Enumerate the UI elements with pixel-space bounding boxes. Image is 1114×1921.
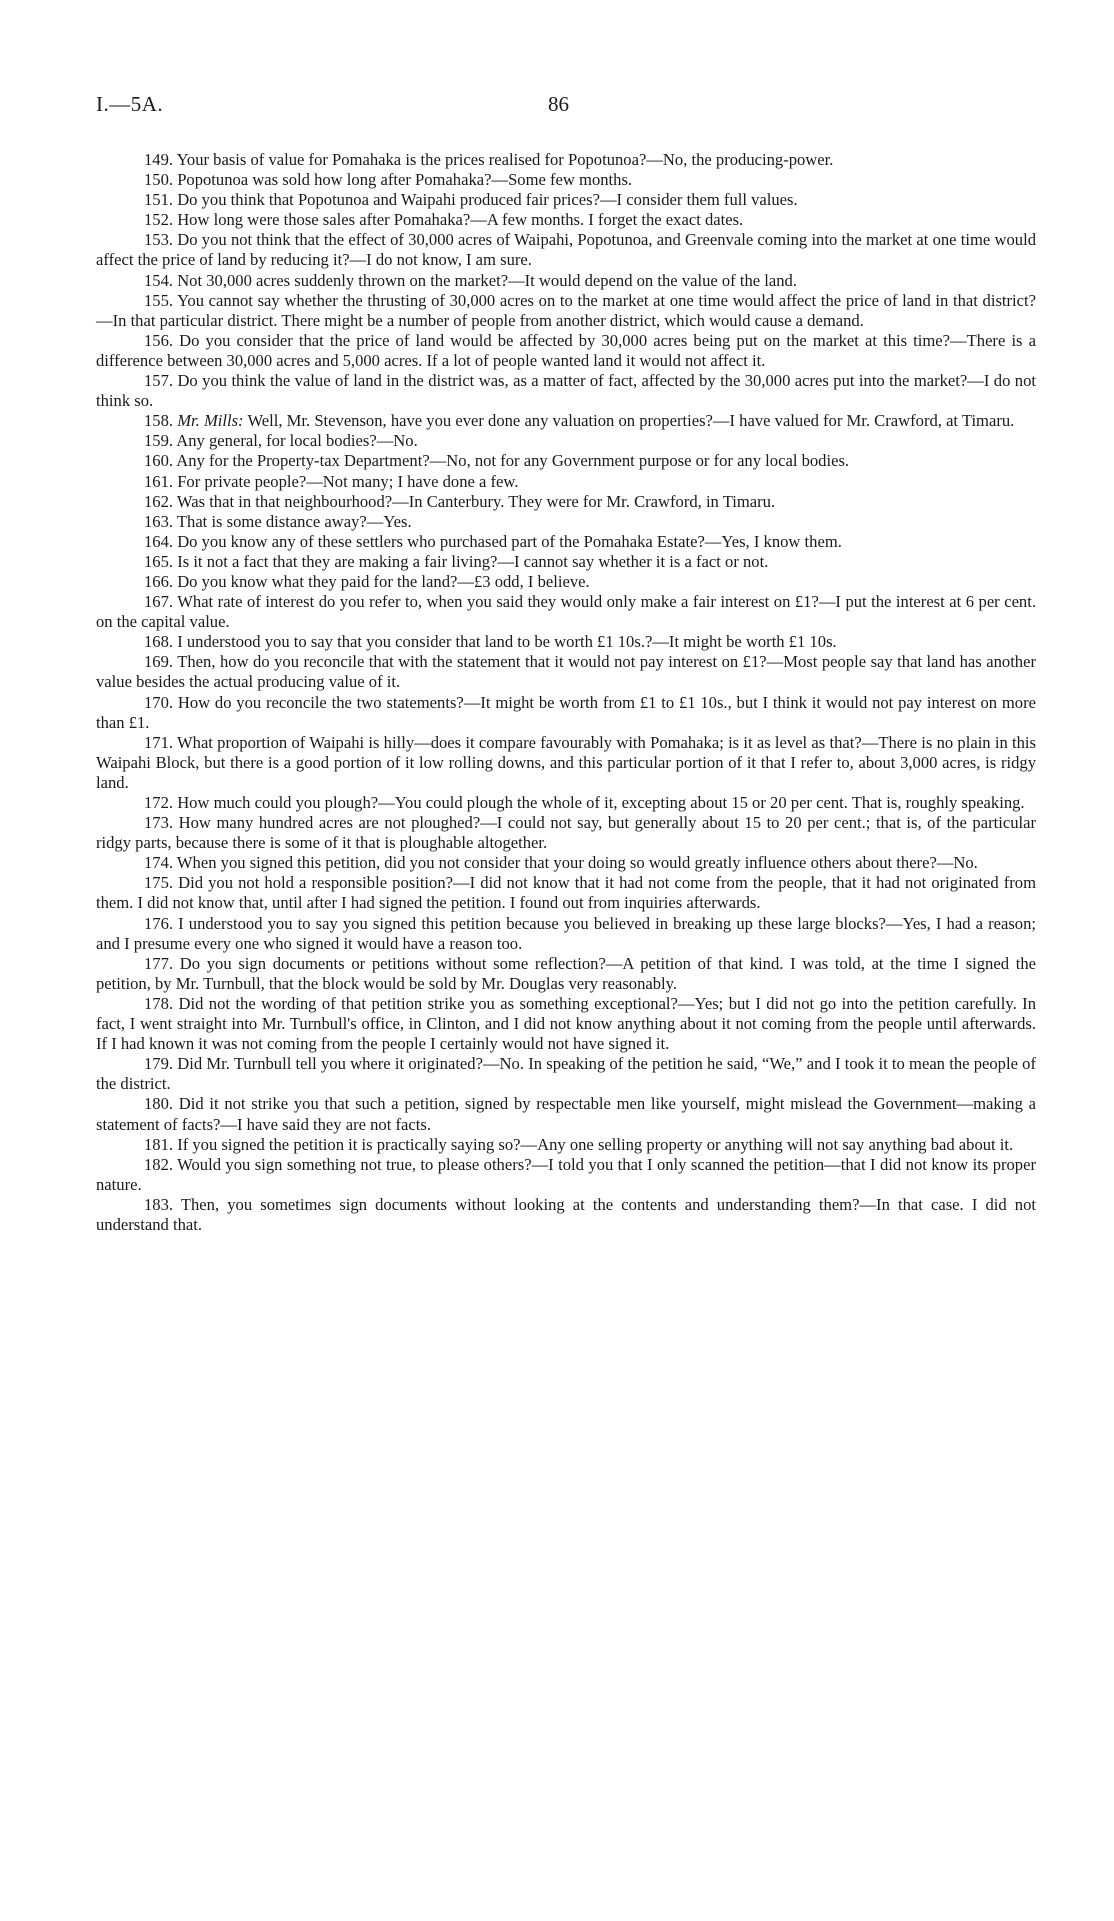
question-181: 181. If you signed the petition it is practically saying so?—Any one selling property or anything will not say anything bad about it.: [144, 1134, 1014, 1154]
question-174: 174. When you signed this petition, did you not consider that your doing so would greatly influence others about there?—No.: [144, 853, 978, 873]
running-head: I.—5A.: [96, 92, 164, 116]
question-152: 152. How long were those sales after Pomahaka?—A few months. I forget the exact dates.: [144, 210, 744, 230]
question-149: 149. Your basis of value for Pomahaka is the prices realised for Popotunoa?—No, the producing-power.: [144, 150, 834, 169]
question-150: 150. Popotunoa was sold how long after Pomahaka?—Some few months.: [144, 170, 633, 190]
question-164: 164. Do you know any of these settlers who purchased part of the Pomahaka Estate?—Yes, I know them.: [144, 531, 842, 551]
question-178: 178. Did not the wording of that petition strike you as something exceptional?—Yes; but I did not go into the petition carefully. In fact, I went straight into Mr. Turnbull's office, in Clinton, and I did not know anything about it not coming from the people until afterwards. If I had known it was not coming from the people I certainly would not have signed it.: [96, 993, 1036, 1054]
question-172: 172. How much could you plough?—You could plough the whole of it, excepting about 15 or 20 per cent. That is, roughly speaking.: [144, 793, 1025, 812]
question-161: 161. For private people?—Not many; I have done a few.: [144, 471, 519, 491]
question-168: 168. I understood you to say that you consider that land to be worth £1 10s.?—It might be worth £1 10s.: [144, 632, 837, 652]
question-160: 160. Any for the Property-tax Department?—No, not for any Government purpose or for any local bodies.: [144, 451, 850, 471]
page-number: 86: [548, 92, 569, 116]
question-180: 180. Did it not strike you that such a petition, signed by respectable men like yourself, might mislead the Government—making a statement of facts?—I have said they are not facts.: [96, 1094, 1036, 1134]
question-156: 156. Do you consider that the price of land would be affected by 30,000 acres being put on the market at this time?—There is a difference between 30,000 acres and 5,000 acres. If a lot of people wanted land it would not affect it.: [96, 330, 1036, 370]
question-159: 159. Any general, for local bodies?—No.: [144, 431, 418, 451]
speaker-name: Mr. Mills:: [177, 411, 244, 431]
question-163: 163. That is some distance away?—Yes.: [144, 511, 412, 531]
question-179: 179. Did Mr. Turnbull tell you where it originated?—No. In speaking of the petition he said, “We,” and I took it to mean the people of the district.: [96, 1054, 1036, 1094]
question-170: 170. How do you reconcile the two statements?—It might be worth from £1 to £1 10s., but I think it would not pay interest on more than £1.: [96, 692, 1036, 732]
question-167: 167. What rate of interest do you refer to, when you said they would only make a fair interest on £1?—I put the interest at 6 per cent. on the capital value.: [96, 592, 1036, 632]
question-169: 169. Then, how do you reconcile that with the statement that it would not pay interest on £1?—Most people say that land has another value besides the actual producing value of it.: [96, 652, 1036, 692]
question-153: 153. Do you not think that the effect of 30,000 acres of Waipahi, Popotunoa, and Greenvale coming into the market at one time would affect the price of land by reducing it?—I do not know, I am sure.: [96, 230, 1036, 270]
question-183: 183. Then, you sometimes sign documents without looking at the contents and understanding them?—In that case. I did not understand that.: [96, 1194, 1036, 1234]
question-number: 158.: [144, 411, 174, 431]
evidence-transcript: [96, 150, 1036, 1235]
question-166: 166. Do you know what they paid for the land?—£3 odd, I believe.: [144, 571, 590, 591]
question-154: 154. Not 30,000 acres suddenly thrown on the market?—It would depend on the value of the land.: [144, 270, 797, 290]
question-171: 171. What proportion of Waipahi is hilly—does it compare favourably with Pomahaka; is it as level as that?—There is no plain in this Waipahi Block, but there is a good portion of it low rolling downs, and this particular portion of it that I refer to, about 3,000 acres, is ridgy land.: [96, 732, 1036, 792]
question-177: 177. Do you sign documents or petitions without some reflection?—A petition of that kind. I was told, at the time I signed the petition, by Mr. Turnbull, that the block would be sold by Mr. Douglas very reasonably.: [96, 953, 1036, 993]
question-176: 176. I understood you to say you signed this petition because you believed in breaking up these large blocks?—Yes, I had a reason; and I presume every one who signed it would have a reason too.: [96, 913, 1036, 953]
question-162: 162. Was that in that neighbourhood?—In Canterbury. They were for Mr. Crawford, in Timaru.: [144, 491, 776, 511]
question-157: 157. Do you think the value of land in the district was, as a matter of fact, affected by the 30,000 acres put into the market?—I do not think so.: [96, 371, 1036, 411]
question-158: [96, 411, 1036, 431]
question-165: 165. Is it not a fact that they are making a fair living?—I cannot say whether it is a fact or not.: [144, 551, 769, 571]
question-175: 175. Did you not hold a responsible position?—I did not know that it had not come from the people, that it had not originated from them. I did not know that, until after I had signed the petition. I found out from inquiries afterwards.: [96, 873, 1036, 913]
question-151: 151. Do you think that Popotunoa and Waipahi produced fair prices?—I consider them full values.: [144, 190, 798, 210]
question-155: 155. You cannot say whether the thrusting of 30,000 acres on to the market at one time would affect the price of land in that district?—In that particular district. There might be a number of people from another district, which would cause a demand.: [96, 290, 1036, 330]
question-182: 182. Would you sign something not true, to please others?—I told you that I only scanned the petition—that I did not know its proper nature.: [96, 1154, 1036, 1194]
question-173: 173. How many hundred acres are not ploughed?—I could not say, but generally about 15 to 20 per cent.; that is, of the particular ridgy parts, because there is some of it that is ploughable altogether.: [96, 813, 1036, 853]
question-text: Well, Mr. Stevenson, have you ever done any valuation on properties?—I have valued for Mr. Crawford, at Timaru.: [247, 411, 1015, 431]
